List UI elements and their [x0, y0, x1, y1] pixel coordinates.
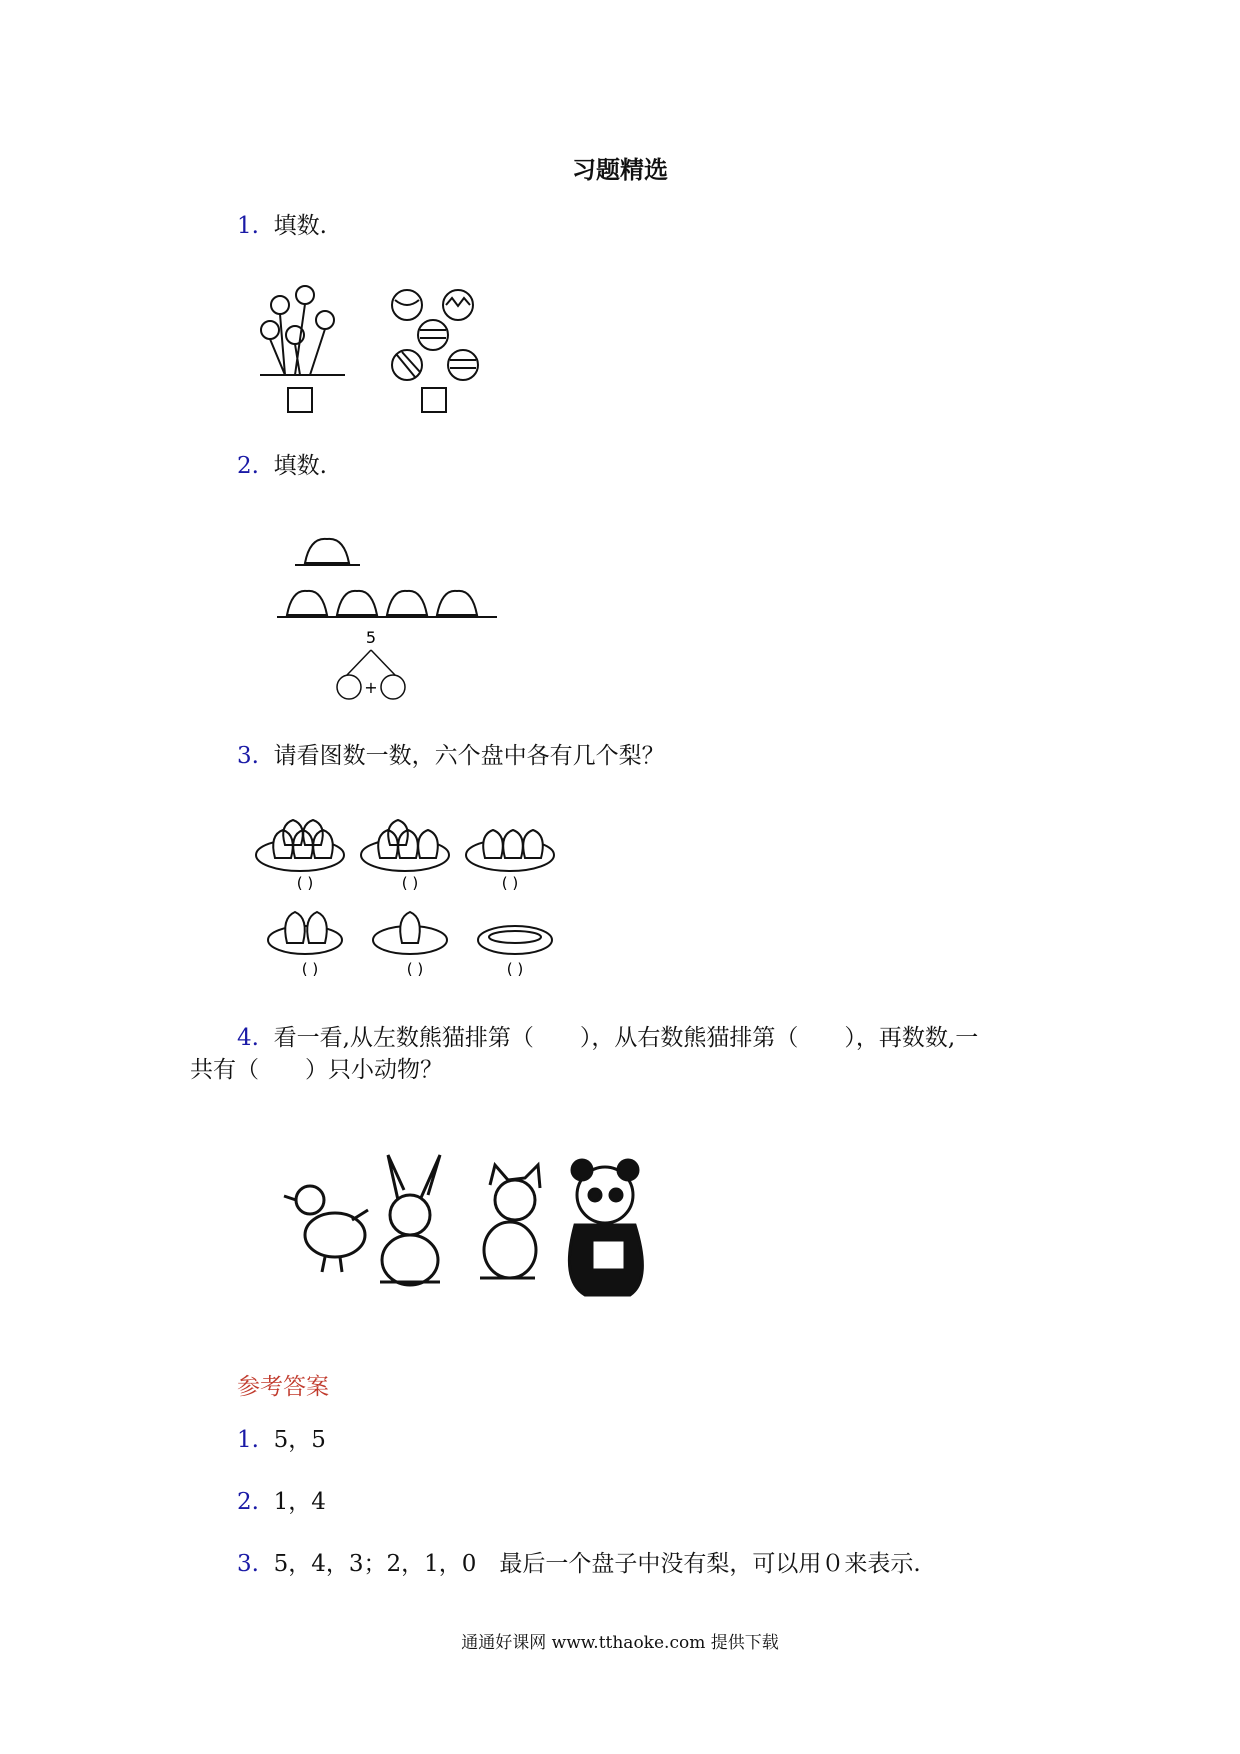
panda-icon: [569, 1160, 642, 1295]
question-text: 看一看,从左数熊猫排第（ ），从右数熊猫排第（ ），再数数,一: [273, 1025, 979, 1051]
question-3: [237, 740, 665, 772]
peaches-icon: [277, 539, 497, 617]
question-text: 填数.: [273, 213, 327, 239]
answer-circle[interactable]: [337, 675, 361, 699]
answer-paren[interactable]: ( ): [401, 874, 419, 892]
answer-box[interactable]: [288, 388, 312, 412]
answer-paren[interactable]: ( ): [506, 960, 524, 978]
q2-figure: [275, 515, 505, 710]
question-1: [237, 210, 327, 242]
question-4: [237, 1022, 1057, 1054]
balls-icon: [392, 290, 478, 380]
page-title: 习题精选: [572, 156, 668, 184]
animals-figure: [280, 1150, 670, 1300]
chick-icon: [284, 1186, 368, 1272]
question-4-continuation: 共有（ ）只小动物？: [190, 1057, 443, 1083]
question-text: 请看图数一数，六个盘中各有几个梨？: [273, 743, 665, 769]
answer-number: 3.: [237, 1551, 259, 1577]
answer-box[interactable]: [422, 388, 446, 412]
cat-icon: [480, 1165, 540, 1278]
question-2: [237, 450, 327, 482]
answer-circle[interactable]: [381, 675, 405, 699]
answer-3: [237, 1548, 921, 1580]
question-number: 2.: [237, 453, 259, 479]
answer-number: 2.: [237, 1489, 259, 1515]
answer-text: 5，5: [273, 1427, 326, 1453]
question-text: 填数.: [273, 453, 327, 479]
answer-paren[interactable]: ( ): [301, 960, 319, 978]
question-number: 4.: [237, 1025, 259, 1051]
split-number: 5: [365, 628, 377, 647]
answer-1: [237, 1424, 326, 1456]
answer-paren[interactable]: ( ): [296, 874, 314, 892]
answer-paren[interactable]: ( ): [501, 874, 519, 892]
answers-heading: 参考答案: [237, 1374, 329, 1400]
q1-figure: [250, 280, 500, 415]
answer-text: 1，4: [273, 1489, 326, 1515]
question-number: 1.: [237, 213, 259, 239]
question-number: 3.: [237, 743, 259, 769]
plus-sign: +: [364, 678, 378, 697]
q3-figure: [255, 800, 555, 990]
answer-paren[interactable]: ( ): [406, 960, 424, 978]
rabbit-icon: [380, 1155, 440, 1285]
flowers-icon: [260, 286, 345, 375]
answer-2: [237, 1486, 326, 1518]
answer-number: 1.: [237, 1427, 259, 1453]
answer-text: 5，4，3；2，1，0 最后一个盘子中没有梨，可以用０来表示.: [273, 1551, 921, 1577]
page-footer: 通通好课网 www.tthaoke.com 提供下载: [461, 1633, 779, 1653]
